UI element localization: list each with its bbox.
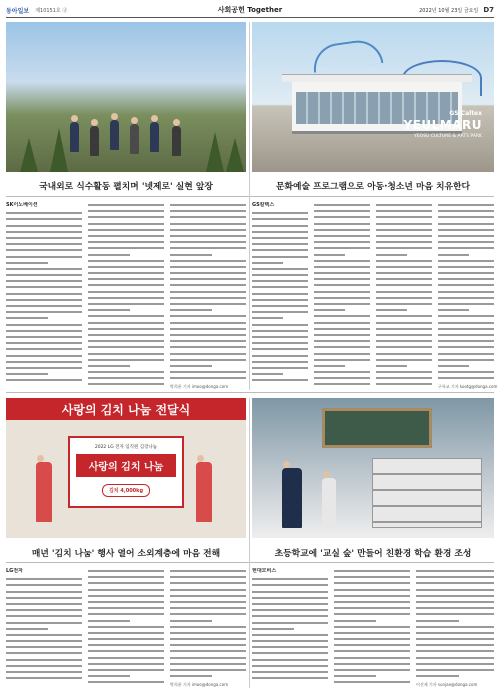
page-number: D7 [483, 6, 494, 14]
text-lines [376, 202, 432, 388]
text-line [6, 675, 82, 681]
text-lines [416, 568, 494, 679]
divider [6, 562, 494, 563]
story-3-col-3 [170, 568, 246, 686]
story-4-col-3 [416, 568, 494, 686]
yeulmaru-subtitle: YEOSU CULTURE & ARTS PARK [414, 134, 482, 139]
issue-number: 제10151호 ⓓ [35, 7, 68, 14]
story-caption-1: 국내외로 식수활동 펼치며 '넷제로' 실현 앞장 [39, 182, 213, 192]
text-lines [438, 202, 494, 381]
story-2-col-2 [314, 202, 370, 388]
divider [6, 196, 494, 197]
story-2-col-4 [438, 202, 494, 388]
text-lines [170, 202, 246, 381]
company-name: 현대모비스 [252, 568, 277, 574]
text-line [6, 377, 82, 383]
story-3-col-2 [88, 568, 164, 686]
story-2-col-3 [376, 202, 432, 388]
text-line [170, 673, 246, 679]
donation-sign: 2022 LG 전자 임직원 김장나눔 사랑의 김치 나눔 김치 4,000kg [68, 436, 184, 508]
masthead [6, 4, 494, 16]
company-name: LG전자 [6, 568, 23, 574]
text-lines [88, 568, 164, 686]
text-line [334, 679, 410, 685]
text-lines [6, 576, 82, 681]
text-lines [334, 568, 410, 686]
text-line [252, 675, 328, 681]
section-title: 사회공헌 Together [217, 6, 283, 14]
story-2-col-1 [252, 202, 308, 388]
byline-4: 이션제 기자 sunjae@donga.com [416, 682, 478, 687]
text-line [438, 375, 494, 381]
company-name: GS칼텍스 [252, 202, 275, 208]
text-line [88, 381, 164, 387]
text-line [252, 377, 308, 383]
story-caption-4: 초등학교에 '교실 숲' 만들어 친환경 학습 환경 조성 [274, 549, 472, 559]
text-lines [252, 210, 308, 383]
text-lines [88, 202, 164, 388]
story-3-col-1 [6, 568, 82, 686]
column-divider [249, 22, 250, 390]
text-lines [252, 576, 328, 681]
byline-3: 박희윤 기자 imoo@donga.com [170, 682, 229, 687]
text-lines [170, 568, 246, 679]
text-line [376, 381, 432, 387]
yeulmaru-sign: YEULMARU [403, 118, 482, 132]
story-caption-3: 매년 '김치 나눔' 행사 열어 소외계층에 마음 전해 [31, 549, 221, 559]
column-divider [249, 398, 250, 688]
text-line [170, 375, 246, 381]
text-lines [314, 202, 370, 388]
event-banner: 사랑의 김치 나눔 전달식 [6, 398, 246, 420]
yeulmaru-photo [252, 22, 494, 172]
text-lines [6, 210, 82, 383]
story-1-col-1 [6, 202, 82, 388]
story-4-col-2 [334, 568, 410, 686]
text-line [314, 381, 370, 387]
divider [6, 392, 494, 393]
story-4-col-1 [252, 568, 328, 686]
tree-planting-photo [6, 22, 246, 172]
text-line [416, 673, 494, 679]
story-caption-2: 문화예술 프로그램으로 아동·청소년 마음 치유한다 [275, 182, 471, 192]
text-line [88, 679, 164, 685]
company-name: SK이노베이션 [6, 202, 38, 208]
kimchi-event-photo [6, 398, 246, 538]
story-1-col-2 [88, 202, 164, 388]
gs-caltex-sign: GS Caltex [449, 110, 482, 117]
masthead-rule [6, 17, 494, 18]
newspaper-logo: 동아일보 [6, 7, 30, 15]
issue-date: 2022년 10월 23일 금요일 [419, 7, 479, 14]
story-1-col-3 [170, 202, 246, 388]
byline-2: 구특교 기자 kootg@donga.com [438, 384, 498, 389]
classroom-forest-photo [252, 398, 494, 538]
byline-1: 박희윤 기자 imoo@donga.com [170, 384, 229, 389]
